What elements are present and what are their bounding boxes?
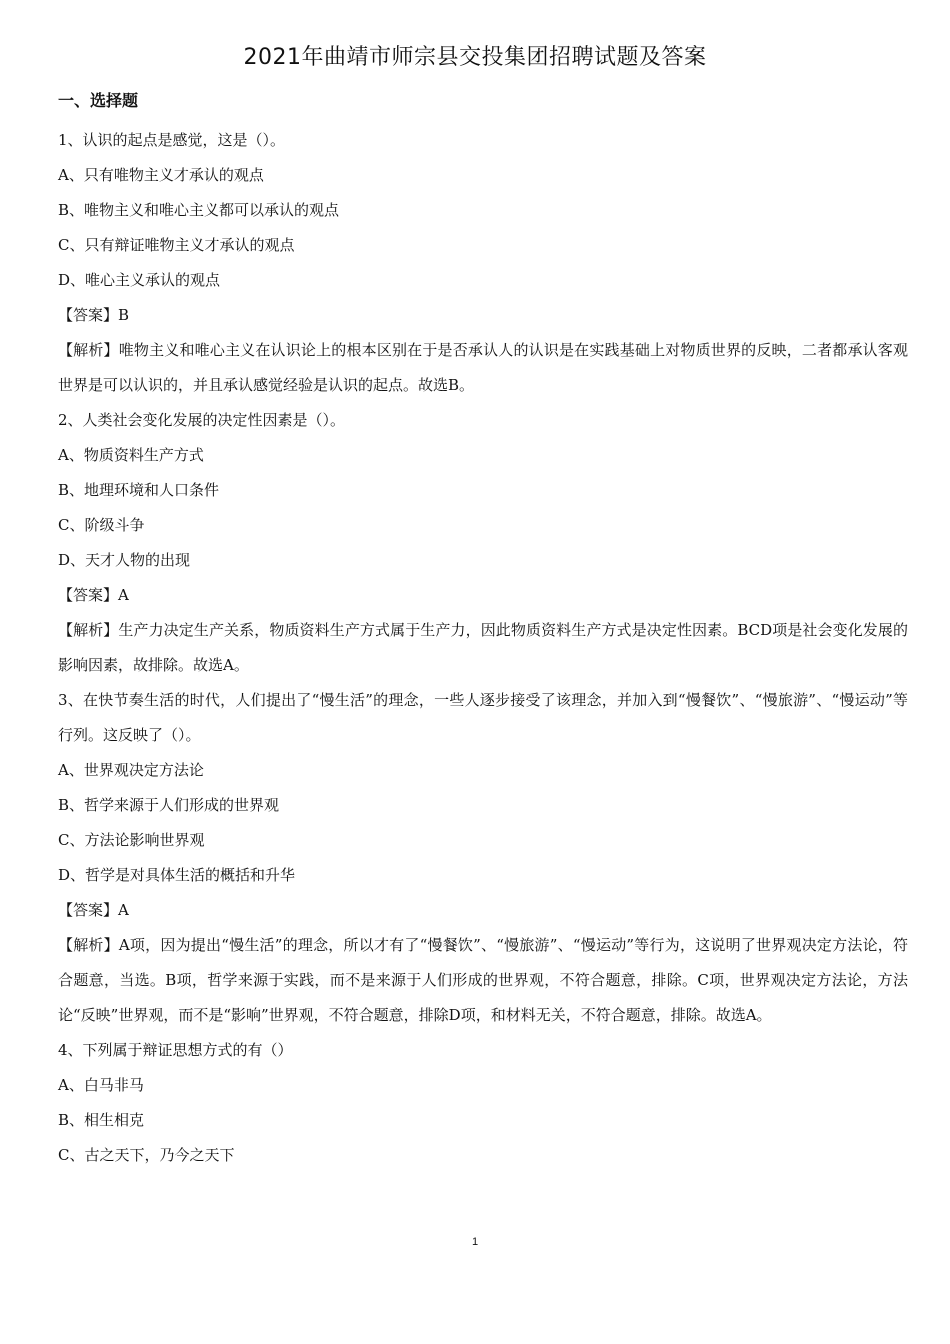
analysis: 【解析】生产力决定生产关系，物质资料生产方式属于生产力，因此物质资料生产方式是决定性因素。BCD项是社会变化发展的影响因素，故排除。故选A。	[58, 621, 908, 674]
option-c: C、阶级斗争	[58, 516, 145, 534]
option-d: D、天才人物的出现	[58, 551, 191, 569]
question-3	[58, 683, 908, 1033]
answer: 【答案】A	[58, 586, 129, 604]
question-4	[58, 1033, 908, 1173]
question-stem: 1、认识的起点是感觉，这是（）。	[58, 131, 286, 149]
answer: 【答案】B	[58, 306, 130, 324]
option-b: B、相生相克	[58, 1111, 145, 1129]
page-number: 1	[471, 1236, 479, 1248]
option-a: A、世界观决定方法论	[58, 761, 204, 779]
option-b: B、地理环境和人口条件	[58, 481, 220, 499]
option-a: A、白马非马	[58, 1076, 144, 1094]
option-b: B、唯物主义和唯心主义都可以承认的观点	[58, 201, 340, 219]
question-stem: 2、人类社会变化发展的决定性因素是（）。	[58, 411, 346, 429]
document-body	[58, 88, 908, 1173]
option-d: D、哲学是对具体生活的概括和升华	[58, 866, 296, 884]
option-c: C、只有辩证唯物主义才承认的观点	[58, 236, 295, 254]
question-2	[58, 403, 908, 683]
option-c: C、方法论影响世界观	[58, 831, 205, 849]
question-stem: 4、下列属于辩证思想方式的有（）	[58, 1041, 293, 1059]
question-1	[58, 123, 908, 403]
option-a: A、物质资料生产方式	[58, 446, 204, 464]
option-c: C、古之天下，乃今之天下	[58, 1146, 235, 1164]
answer: 【答案】A	[58, 901, 129, 919]
option-a: A、只有唯物主义才承认的观点	[58, 166, 264, 184]
analysis: 【解析】唯物主义和唯心主义在认识论上的根本区别在于是否承认人的认识是在实践基础上对物质世界的反映，二者都承认客观世界是可以认识的，并且承认感觉经验是认识的起点。故选B。	[58, 341, 908, 394]
document-title: 2021年曲靖市师宗县交投集团招聘试题及答案	[243, 45, 707, 70]
analysis: 【解析】A项，因为提出“慢生活”的理念，所以才有了“慢餐饮”、“慢旅游”、“慢运动”等行为，这说明了世界观决定方法论，符合题意，当选。B项，哲学来源于实践，而不是来源于人们形成的世界观，不符合题意，排除。C项，世界观决定方法论，方法论“反映”世界观，而不是“影响”世界观，不符合题意，排除D项，和材料无关，不符合题意，排除。故选A。	[58, 936, 908, 1024]
option-b: B、哲学来源于人们形成的世界观	[58, 796, 280, 814]
option-d: D、唯心主义承认的观点	[58, 271, 221, 289]
section-heading: 一、选择题	[58, 91, 139, 110]
question-stem: 3、在快节奏生活的时代，人们提出了“慢生活”的理念，一些人逐步接受了该理念，并加入到“慢餐饮”、“慢旅游”、“慢运动”等行列。这反映了（）。	[58, 691, 908, 744]
